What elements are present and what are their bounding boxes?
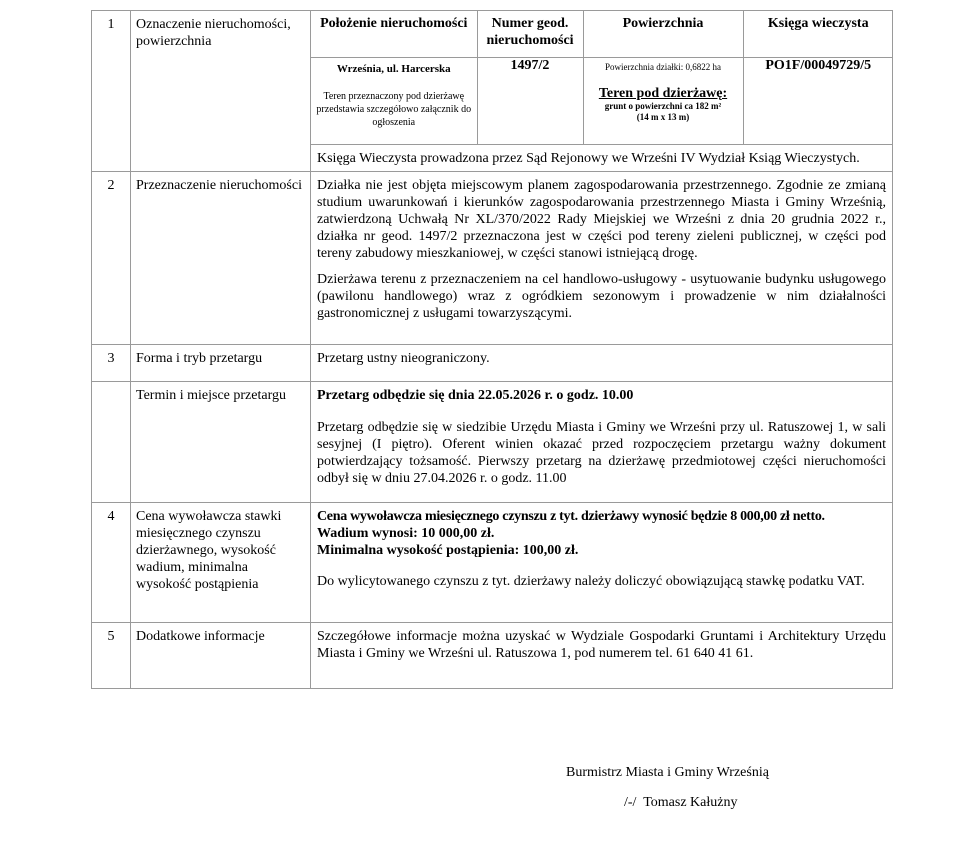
header-location: Położenie nieruchomości — [311, 11, 477, 58]
area-cell — [583, 58, 743, 145]
area-lease-detail: grunt o powierzchni ca 182 m² — [604, 101, 722, 111]
area-lease-dims: (14 m x 13 m) — [636, 112, 690, 122]
row-number: 2 — [92, 172, 131, 345]
row-label: Cena wywoławcza stawki miesięcznego czynszu dzierżawnego, wysokość wadium, minimalna wysokość postąpienia — [131, 503, 311, 623]
area-lease-label: Teren pod dzierżawę: — [598, 86, 728, 101]
row-label: Oznaczenie nieruchomości, powierzchnia — [131, 11, 311, 172]
row-value: Przetarg ustny nieograniczony. — [311, 345, 893, 382]
table-row — [92, 345, 893, 382]
geod-number: 1497/2 — [477, 58, 583, 145]
row-number: 5 — [92, 623, 131, 689]
location-street: Września, ul. Harcerska — [336, 63, 451, 75]
row-label: Termin i miejsce przetargu — [131, 382, 311, 503]
header-area: Powierzchnia — [583, 11, 743, 58]
row-value — [311, 382, 893, 503]
register-note-row — [311, 144, 893, 171]
table-row — [92, 623, 893, 689]
header-land-register: Księga wieczysta — [743, 11, 893, 58]
announcement-table — [91, 10, 893, 689]
property-details-cell — [311, 11, 893, 172]
details-header-row — [311, 11, 893, 58]
table-row — [92, 11, 893, 172]
lease-purpose-paragraph: Dzierżawa terenu z przeznaczeniem na cel handlowo-usługowy - usytuowanie budynku usługowego (pawilonu handlowego) wraz z ogródkiem sezonowym i prowadzenie w nim działalności gastronomicznej z usługami towarzyszącymi. — [317, 272, 886, 321]
register-note: Księga Wieczysta prowadzona przez Sąd Rejonowy we Wrześni IV Wydział Ksiąg Wieczystych. — [311, 144, 893, 171]
vat-note: Do wylicytowanego czynszu z tyt. dzierżawy należy doliczyć obowiązującą stawkę podatku VAT. — [317, 574, 865, 589]
area-total: Powierzchnia działki: 0,6822 ha — [605, 62, 721, 72]
table-row — [92, 172, 893, 345]
location-cell — [311, 58, 477, 145]
minimum-bid: Minimalna wysokość postąpienia: 100,00 zł. — [317, 543, 579, 558]
header-geod-number: Numer geod. nieruchomości — [477, 11, 583, 58]
table-row — [92, 382, 893, 503]
details-body-row — [311, 58, 893, 145]
row-number: 1 — [92, 11, 131, 172]
deposit: Wadium wynosi: 10 000,00 zł. — [317, 526, 495, 541]
table-row — [92, 503, 893, 623]
land-register-number: PO1F/00049729/5 — [743, 58, 893, 145]
row-value — [311, 172, 893, 345]
row-number — [92, 382, 131, 503]
row-value: Szczegółowe informacje można uzyskać w Wydziale Gospodarki Gruntami i Architektury Urzędu Miasta i Gminy we Wrześni ul. Ratuszowa 1, pod numerem tel. 61 640 41 61. — [311, 623, 893, 689]
signature-title: Burmistrz Miasta i Gminy Wrześnią — [566, 765, 769, 780]
row-value — [311, 503, 893, 623]
zoning-paragraph: Działka nie jest objęta miejscowym planem zagospodarowania przestrzennego. Zgodnie ze zmianą studium uwarunkowań i kierunków zagospodarowania przestrzennego Miasta i Gminy Wrześnią, zatwierdzoną Uchwałą Nr XL/370/2022 Rady Miejskiej we Wrześni z dnia 20 grudnia 2022 r., działka nr geod. 1497/2 przeznaczona jest w części pod tereny zieleni publicznej, w części pod tereny zabudowy mieszkaniowej, w części stanowi istniejącą drogę. — [317, 178, 886, 261]
starting-price: Cena wywoławcza miesięcznego czynszu z tyt. dzierżawy wynosić będzie 8 000,00 zł netto. — [317, 509, 825, 524]
row-label: Przeznaczenie nieruchomości — [131, 172, 311, 345]
signature-name: /-/ Tomasz Kałużny — [624, 795, 738, 810]
row-label: Dodatkowe informacje — [131, 623, 311, 689]
register-note-cell — [311, 144, 893, 171]
row-number: 3 — [92, 345, 131, 382]
auction-date: Przetarg odbędzie się dnia 22.05.2026 r. o godz. 10.00 — [317, 388, 634, 403]
row-number: 4 — [92, 503, 131, 623]
location-description: Teren przeznaczony pod dzierżawę przedstawia szczegółowo załącznik do ogłoszenia — [316, 91, 472, 128]
auction-details: Przetarg odbędzie się w siedzibie Urzędu Miasta i Gminy we Wrześni przy ul. Ratuszowej 1, w sali sesyjnej (I piętro). Oferent winien okazać przed rozpoczęciem przetargu ważny dokument potwierdzający tożsamość. Pierwszy przetarg na dzierżawę przedmiotowej części nieruchomości odbył się w dniu 27.04.2026 r. o godz. 11.00 — [317, 420, 886, 486]
row-label: Forma i tryb przetargu — [131, 345, 311, 382]
property-details-table — [311, 11, 893, 171]
